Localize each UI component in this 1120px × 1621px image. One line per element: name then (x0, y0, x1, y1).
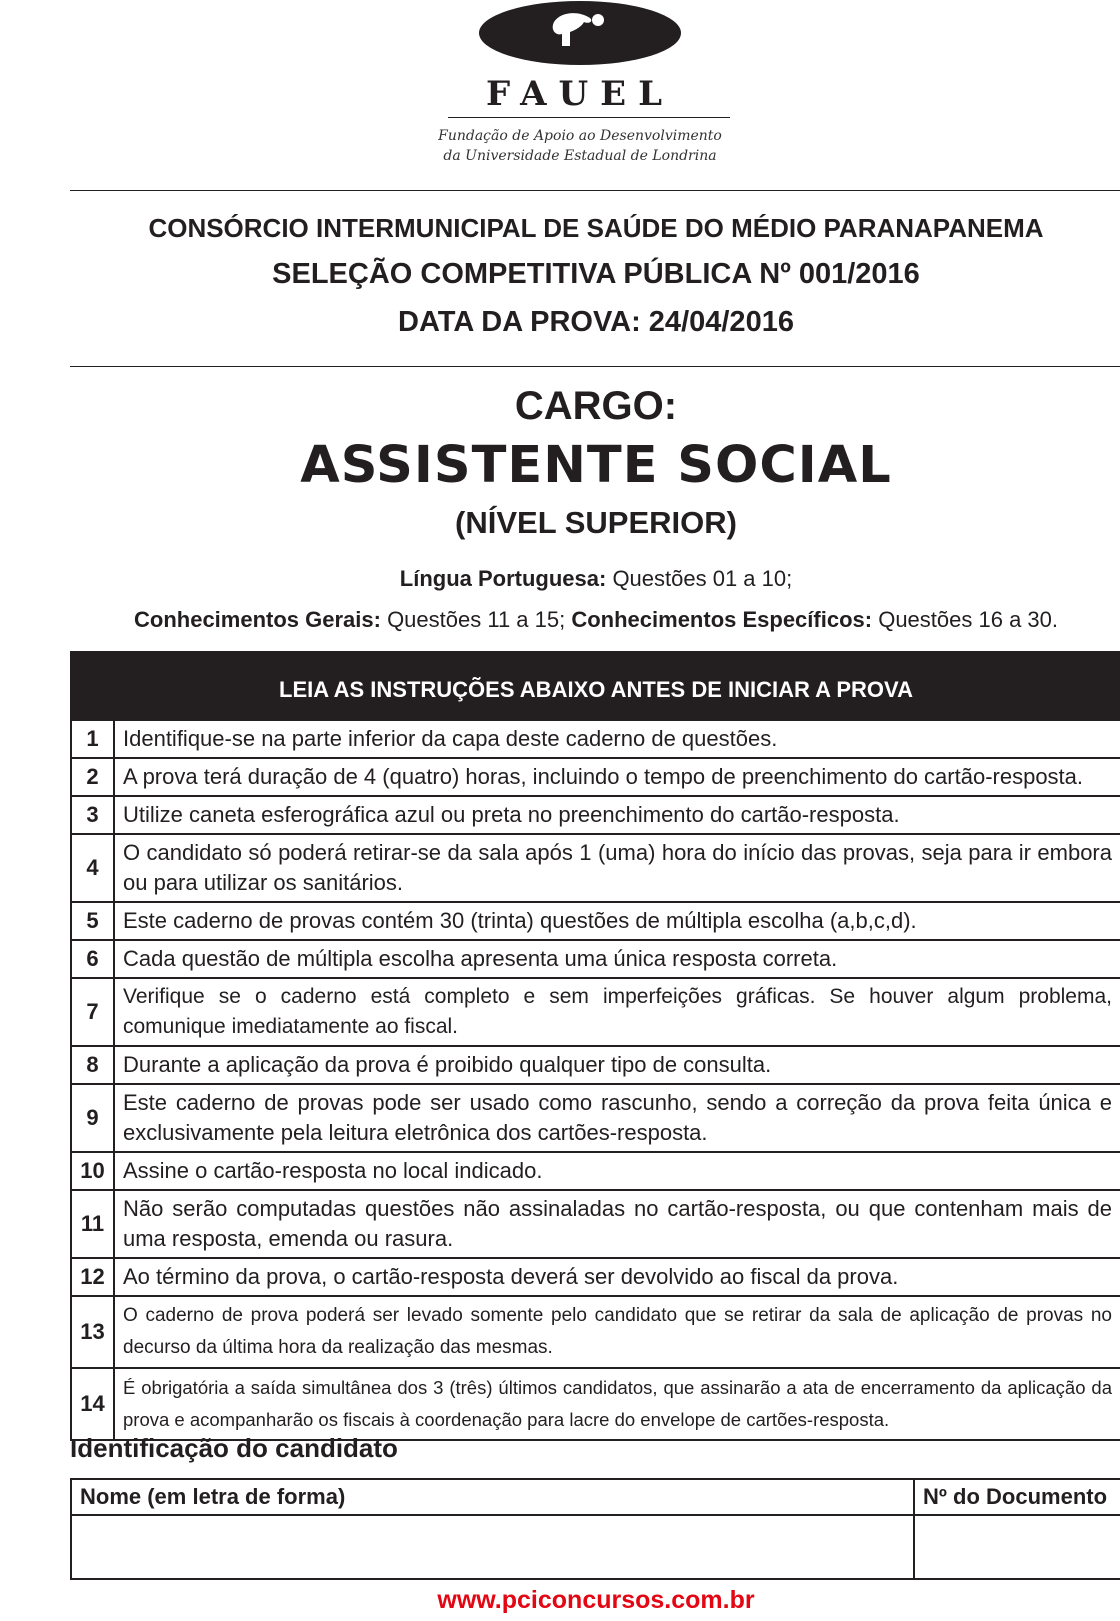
instruction-number: 14 (71, 1368, 114, 1440)
top-divider (70, 190, 1120, 191)
document-header: Nº do Documento (914, 1479, 1120, 1515)
instruction-row (71, 758, 1120, 796)
instruction-number: 7 (71, 978, 114, 1046)
exam-date-heading: DATA DA PROVA: 24/04/2016 (398, 306, 794, 338)
instruction-row (71, 1084, 1120, 1152)
name-header: Nome (em letra de forma) (71, 1479, 914, 1515)
position-title: ASSISTENTE SOCIAL (300, 436, 892, 495)
instruction-text: O caderno de prova poderá ser levado somente pelo candidato que se retirar da sala de aplicação de provas no decurso da última hora da realização das mesmas. (114, 1296, 1120, 1368)
general-label: Conhecimentos Gerais: (134, 607, 381, 632)
instruction-number: 3 (71, 796, 114, 834)
instruction-text: Durante a aplicação da prova é proibido qualquer tipo de consulta. (114, 1046, 1120, 1084)
name-field[interactable] (71, 1515, 914, 1579)
logo-subtitle-line2: da Universidade Estadual de Londrina (443, 148, 717, 164)
instruction-text: Utilize caneta esferográfica azul ou preta no preenchimento do cartão-resposta. (114, 796, 1120, 834)
logo-divider (448, 117, 730, 118)
instruction-number: 2 (71, 758, 114, 796)
document-field[interactable] (914, 1515, 1120, 1579)
sections-line-2 (70, 607, 1120, 633)
identification-title: Identificação do candidato (70, 1433, 398, 1463)
instruction-row (71, 1046, 1120, 1084)
instruction-text: A prova terá duração de 4 (quatro) horas, incluindo o tempo de preenchimento do cartão-resposta. (114, 758, 1120, 796)
instruction-text: Ao término da prova, o cartão-resposta deverá ser devolvido ao fiscal da prova. (114, 1258, 1120, 1296)
instruction-number: 6 (71, 940, 114, 978)
portuguese-label: Língua Portuguesa: (399, 566, 607, 591)
general-range: Questões 11 a 15; (380, 607, 572, 632)
instructions-table (70, 651, 1120, 1441)
instruction-row (71, 1296, 1120, 1368)
instruction-row (71, 1152, 1120, 1190)
logo-subtitle-line1: Fundação de Apoio ao Desenvolvimento (438, 128, 722, 144)
instruction-text: O candidato só poderá retirar-se da sala após 1 (uma) hora do início das provas, seja para ir embora ou para utilizar os sanitários. (114, 834, 1120, 902)
instruction-number: 13 (71, 1296, 114, 1368)
instruction-text: Verifique se o caderno está completo e sem imperfeições gráficas. Se houver algum problema, comunique imediatamente ao fiscal. (114, 978, 1120, 1046)
specific-range: Questões 16 a 30. (872, 607, 1058, 632)
selection-heading: SELEÇÃO COMPETITIVA PÚBLICA Nº 001/2016 (272, 258, 920, 290)
portuguese-range: Questões 01 a 10; (606, 566, 793, 591)
instruction-text: Assine o cartão-resposta no local indicado. (114, 1152, 1120, 1190)
fauel-emblem-icon (478, 0, 682, 66)
identification-table (70, 1478, 1120, 1580)
specific-label: Conhecimentos Específicos: (571, 607, 873, 632)
instruction-row (71, 978, 1120, 1046)
sections-line-1 (70, 566, 1120, 592)
instruction-text: Cada questão de múltipla escolha apresenta uma única resposta correta. (114, 940, 1120, 978)
instruction-row (71, 1368, 1120, 1440)
instruction-number: 10 (71, 1152, 114, 1190)
instructions-heading: LEIA AS INSTRUÇÕES ABAIXO ANTES DE INICIAR A PROVA (71, 652, 1120, 720)
instruction-text: Este caderno de provas contém 30 (trinta) questões de múltipla escolha (a,b,c,d). (114, 902, 1120, 940)
cargo-label: CARGO: (514, 384, 678, 428)
instruction-row (71, 940, 1120, 978)
instruction-text: É obrigatória a saída simultânea dos 3 (três) últimos candidatos, que assinarão a ata de encerramento da aplicação da prova e acompanharão os fiscais à coordenação para lacre do envelope de cartões-resposta. (114, 1368, 1120, 1440)
instruction-text: Identifique-se na parte inferior da capa deste caderno de questões. (114, 720, 1120, 758)
instruction-number: 5 (71, 902, 114, 940)
position-level: (NÍVEL SUPERIOR) (455, 505, 737, 540)
instruction-row (71, 902, 1120, 940)
instruction-row (71, 1190, 1120, 1258)
instruction-number: 12 (71, 1258, 114, 1296)
instruction-row (71, 1258, 1120, 1296)
footer-url[interactable]: www.pciconcursos.com.br (437, 1586, 755, 1614)
logo-wordmark: FAUEL (486, 74, 674, 114)
instruction-number: 8 (71, 1046, 114, 1084)
instruction-row (71, 720, 1120, 758)
organization-heading: CONSÓRCIO INTERMUNICIPAL DE SAÚDE DO MÉDIO PARANAPANEMA (148, 213, 1044, 243)
instruction-number: 4 (71, 834, 114, 902)
instruction-row (71, 834, 1120, 902)
instruction-row (71, 796, 1120, 834)
instruction-text: Este caderno de provas pode ser usado como rascunho, sendo a correção da prova feita única e exclusivamente pela leitura eletrônica dos cartões-resposta. (114, 1084, 1120, 1152)
middle-divider (70, 366, 1120, 367)
fauel-logo (430, 0, 730, 176)
instruction-number: 1 (71, 720, 114, 758)
instruction-number: 11 (71, 1190, 114, 1258)
instruction-text: Não serão computadas questões não assinaladas no cartão-resposta, ou que contenham mais de uma resposta, emenda ou rasura. (114, 1190, 1120, 1258)
instruction-number: 9 (71, 1084, 114, 1152)
